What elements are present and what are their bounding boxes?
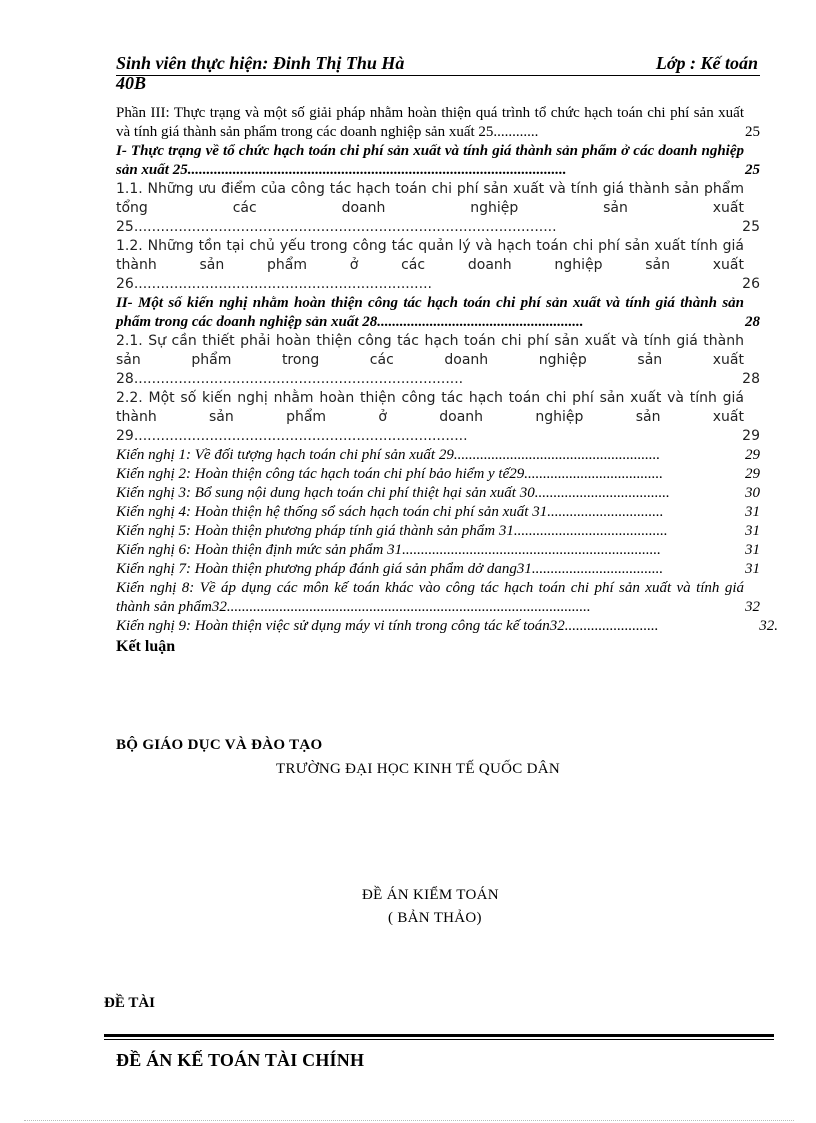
toc-entry-page: 32. (759, 618, 778, 634)
header-rule (116, 75, 760, 76)
toc-entry-1-2[interactable] (116, 237, 780, 294)
toc-entry-page: 25 (745, 124, 760, 140)
toc-entry-section-ii[interactable] (116, 294, 780, 332)
toc-entry-part-iii[interactable] (116, 104, 780, 142)
toc-entry-text: Kiến nghị 2: Hoàn thiện công tác hạch toán chi phí bảo hiểm y tế29..................................... (116, 466, 664, 482)
toc-entry-recommendation-4[interactable] (116, 503, 780, 522)
project-title: ĐỀ ÁN KIỂM TOÁN (362, 887, 499, 903)
student-name: Sinh viên thực hiện: Đinh Thị Thu Hà (116, 53, 405, 73)
toc-entry-page: 26 (742, 276, 760, 292)
toc-entry-recommendation-9[interactable] (116, 617, 780, 636)
toc-entry-recommendation-1[interactable] (116, 446, 780, 465)
toc-entry-recommendation-3[interactable] (116, 484, 780, 503)
toc-entry-text: Kiến nghị 3: Bổ sung nội dung hạch toán chi phí thiệt hại sản xuất 30.................................... (116, 485, 670, 501)
ministry-name: BỘ GIÁO DỤC VÀ ĐÀO TẠO (116, 737, 323, 753)
toc-entry-recommendation-2[interactable] (116, 465, 780, 484)
toc-entry-text: Phần III: Thực trạng và một số giải pháp nhằm hoàn thiện quá trình tổ chức hạch toán chi phí sản xuất và tính giá thành sản phẩm trong các doanh nghiệp sản xuất 25............ (116, 105, 744, 140)
toc-entry-page: 25 (742, 219, 760, 235)
toc-entry-text: Kiến nghị 9: Hoàn thiện việc sử dụng máy vi tính trong công tác kế toán32......................... (116, 618, 659, 634)
toc-entry-page: 31 (745, 561, 760, 577)
toc-entry-text: 2.2. Một số kiến nghị nhằm hoàn thiện công tác hạch toán chi phí sản xuất và tính giá thành sản phẩm ở doanh nghiệp sản xuất 29........................................................................... (116, 390, 744, 444)
toc-entry-text: Kiến nghị 6: Hoàn thiện định mức sản phẩm 31..................................................................... (116, 542, 661, 558)
toc-entry-text: 2.1. Sự cần thiết phải hoàn thiện công tác hạch toán chi phí sản xuất và tính giá thành sản phẩm trong các doanh nghiệp sản xuất 28.......................................................................... (116, 333, 744, 387)
toc-entry-text: Kiến nghị 7: Hoàn thiện phương pháp đánh giá sản phẩm dở dang31................................... (116, 561, 664, 577)
toc-entry-recommendation-6[interactable] (116, 541, 780, 560)
toc-entry-2-1[interactable] (116, 332, 780, 389)
page-header (116, 52, 760, 93)
toc-entry-page: 32 (745, 599, 760, 615)
page-footer: ĐỀ ÁN KẾ TOÁN TÀI CHÍNH (116, 1050, 365, 1070)
toc-entry-recommendation-7[interactable] (116, 560, 780, 579)
toc-entry-text: II- Một số kiến nghị nhằm hoàn thiện công tác hạch toán chi phí sản xuất và tính giá thành sản phẩm trong các doanh nghiệp sản xuất 28....................................................... (116, 295, 744, 330)
toc-entry-page: 30 (745, 485, 760, 501)
class-label: Lớp : Kế toán (655, 53, 758, 73)
toc-entry-text: 1.2. Những tồn tại chủ yếu trong công tác quản lý và hạch toán chi phí sản xuất tính giá thành sản phẩm ở các doanh nghiệp sản xuất 26................................................................... (116, 238, 744, 292)
class-continuation: 40B (116, 73, 147, 93)
toc-entry-text: Kiến nghị 1: Về đối tượng hạch toán chi phí sản xuất 29....................................................... (116, 447, 661, 463)
toc-entry-text: Kiến nghị 8: Về áp dụng các môn kế toán khác vào công tác hạch toán chi phí sản xuất và tính giá thành sản phẩm32................................................................................................. (116, 580, 744, 615)
toc-entry-page: 29 (742, 428, 760, 444)
toc-entry-1-1[interactable] (116, 180, 780, 237)
page-bottom-border (24, 1120, 794, 1121)
topic-label: ĐỀ TÀI (104, 995, 155, 1011)
toc-entry-text: Kiến nghị 5: Hoàn thiện phương pháp tính giá thành sản phẩm 31......................................... (116, 523, 668, 539)
footer-rule-thin (104, 1039, 774, 1040)
toc-entry-page: 29 (745, 447, 760, 463)
toc-entry-text: 1.1. Những ưu điểm của công tác hạch toán chi phí sản xuất và tính giá thành sản phẩm tổng các doanh nghiệp sản xuất 25............................................................................................... (116, 181, 744, 235)
draft-label: ( BẢN THẢO) (388, 910, 482, 926)
toc-entry-page: 28 (745, 314, 760, 330)
toc-entry-page: 29 (745, 466, 760, 482)
toc-entry-recommendation-8[interactable] (116, 579, 780, 617)
toc-entry-2-2[interactable] (116, 389, 780, 446)
toc-entry-text: I- Thực trạng về tổ chức hạch toán chi phí sản xuất và tính giá thành sản phẩm ở các doanh nghiệp sản xuất 25..................................................................................................... (116, 143, 744, 178)
table-of-contents (116, 104, 780, 656)
toc-entry-page: 31 (745, 542, 760, 558)
footer-rule-thick (104, 1034, 774, 1037)
university-name: TRƯỜNG ĐẠI HỌC KINH TẾ QUỐC DÂN (276, 761, 560, 777)
toc-conclusion[interactable]: Kết luận (116, 638, 176, 655)
toc-entry-text: Kiến nghị 4: Hoàn thiện hệ thống sổ sách hạch toán chi phí sản xuất 31............................... (116, 504, 664, 520)
toc-entry-page: 31 (745, 523, 760, 539)
toc-entry-page: 28 (742, 371, 760, 387)
toc-entry-section-i[interactable] (116, 142, 780, 180)
toc-entry-recommendation-5[interactable] (116, 522, 780, 541)
toc-entry-page: 31 (745, 504, 760, 520)
toc-entry-page: 25 (745, 162, 760, 178)
